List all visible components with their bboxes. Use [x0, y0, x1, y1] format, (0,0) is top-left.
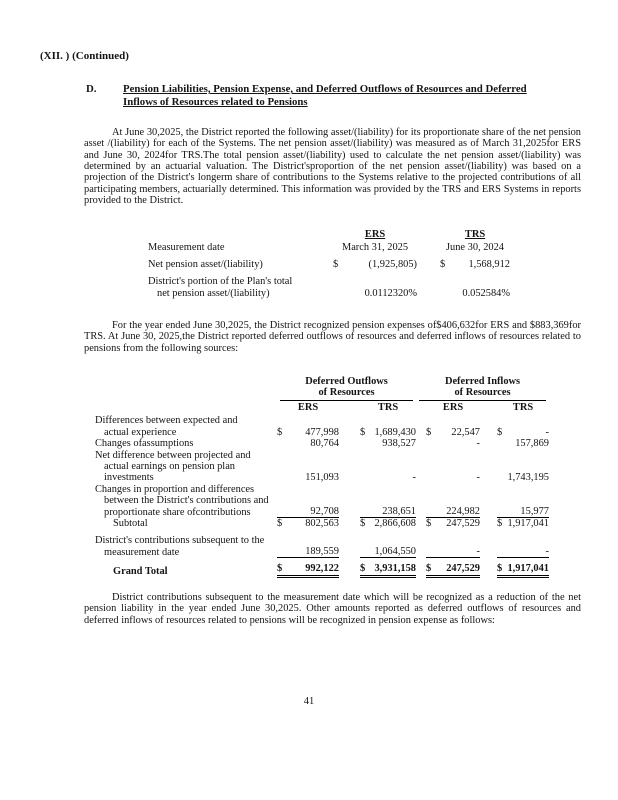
amount-value: 1,743,195: [507, 472, 549, 484]
inflows-trs-subheader: TRS: [512, 402, 534, 413]
currency-symbol: $: [360, 563, 366, 575]
outflows-trs-subheader: TRS: [377, 402, 399, 413]
amount-value: 992,122: [305, 563, 339, 575]
amount-value: -: [476, 438, 480, 450]
amount-value: 247,529: [446, 518, 480, 530]
amount-value: -: [476, 545, 480, 557]
outflows-ers-subheader: ERS: [297, 402, 319, 413]
amount-value: 3,931,158: [374, 563, 416, 575]
currency-symbol: $: [360, 518, 366, 530]
amount-value: -: [545, 545, 549, 557]
row-changes-assumptions: [95, 438, 549, 449]
amount-value: 1,568,912: [468, 258, 510, 270]
ers-measurement-date: March 31, 2025: [341, 242, 409, 254]
amount-value: 189,559: [305, 545, 339, 557]
measurement-header-row: [148, 229, 510, 240]
amount-value: 15,977: [520, 505, 549, 517]
section-letter: D.: [86, 83, 97, 95]
amount-value: 1,064,550: [374, 545, 416, 557]
measurement-date-row: [148, 240, 510, 253]
outflows-group-header: Deferred Outflows of Resources: [280, 376, 413, 401]
page-number: 41: [303, 696, 315, 707]
currency-symbol: $: [497, 518, 503, 530]
amount-value: 477,998: [305, 426, 339, 438]
amount-value: 0.0112320%: [364, 287, 417, 299]
section-title: [123, 83, 588, 108]
amount-value: -: [476, 472, 480, 484]
row-label: Changes in proportion and differences between the District's contributions and proportionate share ofcontributions: [95, 483, 269, 518]
amount-value: 151,093: [305, 472, 339, 484]
ers-header-cell: [333, 229, 417, 240]
continued-label: (XII. ) (Continued): [40, 50, 129, 62]
amount-value: 238,651: [382, 505, 416, 517]
amount-value: 1,689,430: [374, 426, 416, 438]
trs-header-cell: [417, 229, 510, 240]
row-label: Net pension asset/(liability): [148, 258, 263, 270]
paragraph-net-pension-intro: At June 30,2025, the District reported the following asset/(liability) for its proportionate share of the net pension asset /(liability) for each of the Systems. The net pension asset/(liability) was measured as of March 31,2025for ERS and June 30, 2024for TRS.The total pension asset/(liability) used to calculate the net pension asset/(liability) was determined by an actuarial valuation. The District'sproportion of the net pension asset/(liability) was based on a projection of the District's longerm share of contributions to the Systems relative to the projected contributions of all participating members, actuarially determined. This information was provided by the TRS and ERS Systems in reports provided to the District.: [84, 127, 581, 207]
ers-header: ERS: [364, 229, 386, 240]
trs-measurement-date: June 30, 2024: [445, 242, 504, 254]
trs-portion-cell: [417, 270, 510, 299]
currency-symbol: $: [426, 426, 432, 438]
currency-symbol: $: [426, 518, 432, 530]
currency-symbol: $: [426, 563, 432, 575]
amount-value: 157,869: [515, 438, 549, 450]
amount-value: 802,563: [305, 518, 339, 530]
currency-symbol: $: [277, 518, 283, 530]
district-portion-row: [148, 270, 510, 299]
amount-value: 247,529: [446, 563, 480, 575]
currency-symbol: $: [333, 258, 339, 270]
section-title-line2: Inflows of Resources related to Pensions: [123, 95, 308, 108]
amount-value: 2,866,608: [374, 518, 416, 530]
net-pension-row: [148, 254, 510, 270]
row-changes-proportion: [95, 484, 549, 518]
row-label: District's portion of the Plan's total net pension asset/(liability): [148, 276, 293, 299]
outflows-group-cell: [277, 376, 416, 401]
amount-value: -: [412, 472, 416, 484]
amount-value: 92,708: [310, 505, 339, 517]
amount-value: 1,917,041: [507, 563, 549, 575]
section-heading: [86, 83, 588, 108]
amount-value: 80,764: [310, 438, 339, 450]
row-label: Grand Total: [113, 566, 168, 578]
row-differences-experience: [95, 413, 549, 438]
inflows-group-cell: [416, 376, 549, 401]
row-label: Measurement date: [148, 242, 225, 254]
currency-symbol: $: [360, 426, 366, 438]
inflows-ers-subheader: ERS: [442, 402, 464, 413]
row-net-difference-investments: [95, 450, 549, 484]
inflows-group-header: Deferred Inflows of Resources: [419, 376, 546, 401]
amount-value: 22,547: [451, 426, 480, 438]
row-label: Net difference between projected and actual earnings on pension plan investments: [95, 449, 251, 484]
amount-value: (1,925,805): [368, 258, 417, 270]
row-grand-total: [95, 558, 549, 577]
row-contributions-subsequent: [95, 529, 549, 558]
currency-symbol: $: [497, 426, 503, 438]
trs-header: TRS: [464, 229, 486, 240]
trs-net-pension-cell: [417, 254, 510, 270]
amount-value: -: [545, 426, 549, 438]
row-label: Differences between expected and actual experience: [95, 415, 238, 438]
ers-net-pension-cell: [333, 254, 417, 270]
amount-value: 1,917,041: [507, 518, 549, 530]
amount-value: 0.052584%: [462, 287, 510, 299]
subheader-row: [95, 401, 549, 413]
amount-value: 938,527: [382, 438, 416, 450]
row-label: Subtotal: [113, 518, 148, 530]
section-title-line1: Pension Liabilities, Pension Expense, and Deferred Outflows of Resources and Deferred: [123, 83, 527, 95]
currency-symbol: $: [440, 258, 446, 270]
paragraph-contributions-subsequent: District contributions subsequent to the measurement date which will be recognized as a reduction of the net pension liability in the year ended June 30,2025. Other amounts reported as deferred outflows of resources and deferred inflows of resources related to pensions will be recognized in pension expense as follows:: [84, 592, 581, 626]
currency-symbol: $: [497, 563, 503, 575]
ers-portion-cell: [333, 270, 417, 299]
amount-value: 224,982: [446, 505, 480, 517]
deferred-table: [95, 376, 549, 578]
paragraph-pension-expense: For the year ended June 30,2025, the District recognized pension expenses of$406,632for ERS and $883,369for TRS. At June 30, 2025,the District reported deferred outflows of resources and deferred inflows of resources related to pensions from the following sources:: [84, 320, 581, 354]
row-label: District's contributions subsequent to the measurement date: [95, 535, 265, 558]
group-header-row: [95, 376, 549, 401]
currency-symbol: $: [277, 426, 283, 438]
measurement-table: [148, 229, 510, 299]
currency-symbol: $: [277, 563, 283, 575]
row-label: Changes ofassumptions: [95, 438, 194, 450]
row-subtotal: [95, 518, 549, 529]
